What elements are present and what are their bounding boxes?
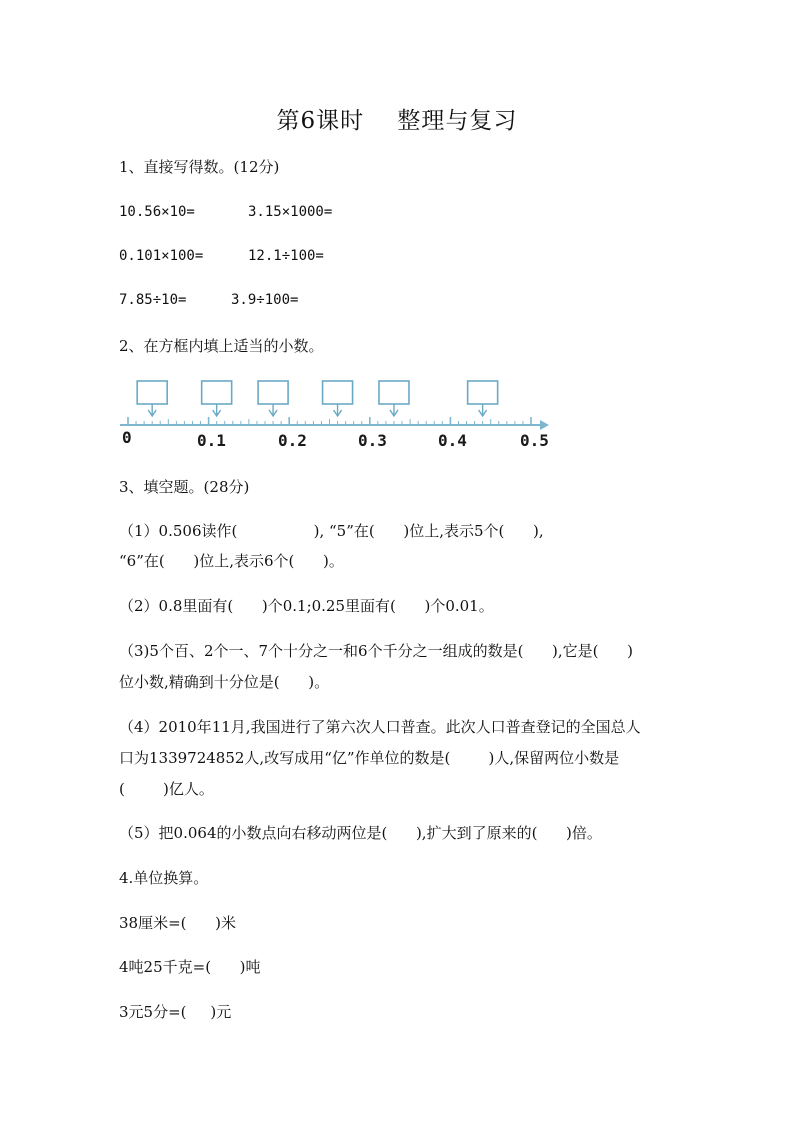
number-line-label-1: 0.1 — [197, 431, 226, 450]
q1-item-5: 7.85÷10= — [119, 292, 187, 308]
answer-box-2 — [202, 381, 232, 404]
q3-p2: （2）0.8里面有( )个0.1;0.25里面有( )个0.01。 — [119, 597, 494, 615]
q3-p1-line2: “6”在( )位上,表示6个( )。 — [119, 552, 344, 570]
page-title: 第6课时 整理与复习 — [276, 108, 518, 134]
answer-box-1 — [137, 381, 167, 404]
number-line-label-5: 0.5 — [520, 431, 549, 450]
q3-p4-line3: ( )亿人。 — [119, 780, 214, 798]
q1-item-2: 3.15×1000= — [248, 204, 333, 220]
q1-item-1: 10.56×10= — [119, 204, 195, 220]
q1-item-4: 12.1÷100= — [248, 248, 324, 264]
q2-heading: 2、在方框内填上适当的小数。 — [119, 337, 324, 355]
answer-box-6 — [468, 381, 498, 404]
q4-heading: 4.单位换算。 — [119, 869, 209, 887]
number-line-label-4: 0.4 — [438, 431, 467, 450]
number-line-label-0: 0 — [122, 428, 132, 447]
q3-p4-line1: （4）2010年11月,我国进行了第六次人口普查。此次人口普查登记的全国总人 — [119, 718, 641, 736]
number-line-label-2: 0.2 — [278, 431, 307, 450]
q1-item-6: 3.9÷100= — [231, 292, 299, 308]
q4-item-1: 38厘米=( )米 — [119, 914, 236, 932]
q3-p3-line1: （3)5个百、2个一、7个十分之一和6个千分之一组成的数是( ),它是( ) — [119, 642, 633, 660]
q3-p4-line2: 口为1339724852人,改写成用“亿”作单位的数是( )人,保留两位小数是 — [119, 749, 620, 767]
q3-p1-line1: （1）0.506读作( ), “5”在( )位上,表示5个( ), — [119, 522, 544, 540]
q1-heading: 1、直接写得数。(12分) — [119, 158, 280, 176]
q4-item-3: 3元5分=( )元 — [119, 1003, 232, 1021]
q4-item-2: 4吨25千克=( )吨 — [119, 958, 261, 976]
answer-box-3 — [258, 381, 288, 404]
number-line-arrow-icon — [540, 420, 549, 430]
q1-item-3: 0.101×100= — [119, 248, 204, 264]
answer-box-5 — [379, 381, 409, 404]
q3-p3-line2: 位小数,精确到十分位是( )。 — [119, 673, 330, 691]
answer-box-4 — [323, 381, 353, 404]
number-line-graphic — [118, 375, 558, 455]
q3-p5: （5）把0.064的小数点向右移动两位是( ),扩大到了原来的( )倍。 — [119, 824, 602, 842]
number-line-label-3: 0.3 — [358, 431, 387, 450]
q3-heading: 3、填空题。(28分) — [119, 478, 250, 496]
number-line — [118, 375, 558, 455]
